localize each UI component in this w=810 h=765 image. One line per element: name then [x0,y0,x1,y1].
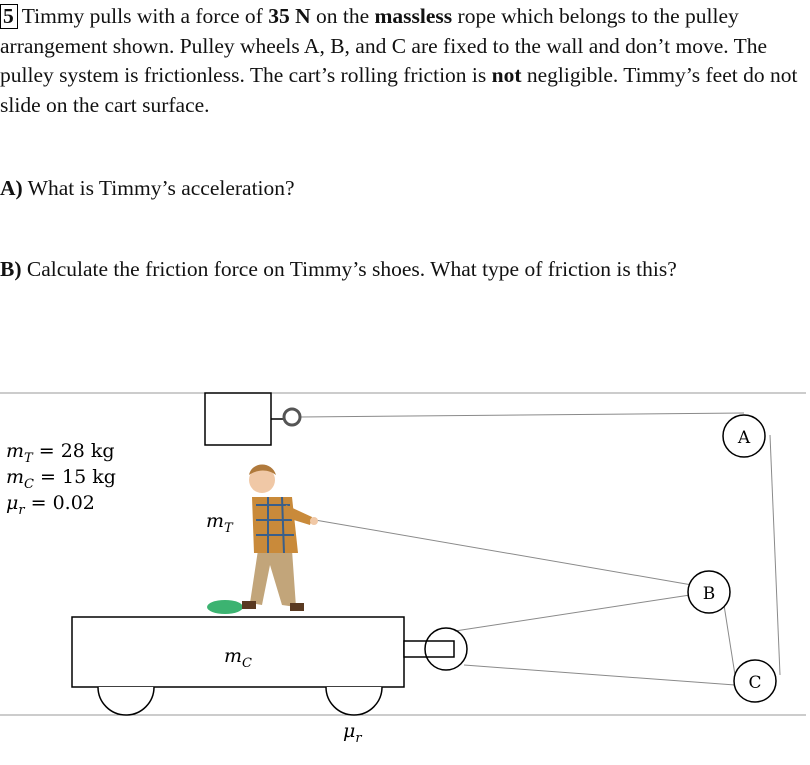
problem-text-1: Timmy pulls with a force of [21,4,269,28]
timmy-figure [207,465,318,615]
cart-axle [404,641,454,657]
given-rolling-friction: $\mu_r = 0.02$ [6,492,95,518]
cart-wheel-right [326,687,382,715]
rope-top-segment [300,413,744,417]
question-b [0,255,677,283]
problem-number: 5 [0,4,18,29]
question-a [0,174,295,202]
rope-timmy-to-b [315,520,692,585]
problem-statement [0,2,806,120]
question-b-text: Calculate the friction force on Timmy’s shoes. What type of friction is this? [21,257,677,281]
hook-ring-icon [284,409,300,425]
rope-a-to-c [770,435,780,675]
timmy-hand [310,517,318,525]
problem-text-3: rope which belongs to the pulley arrangement shown. Pulley wheels A, B, and C are fixed to the wall and don’t move. The pulley system is frictionless. The cart’s rolling friction is [0,4,768,87]
timmy-left-shoe [242,601,256,609]
pulley-b-label: B [702,584,716,604]
question-b-label: B) [0,257,22,281]
timmy-pants [250,550,296,607]
not-word: not [491,63,522,87]
givens [6,440,116,518]
cart-wheel-left [98,687,154,715]
question-a-text: What is Timmy’s acceleration? [22,176,295,200]
wall-block [205,393,271,445]
pulley-a-label: A [737,428,751,448]
problem-text-2: on the [310,4,375,28]
force-value: 35 N [268,4,311,28]
rolling-friction-label: $\mu_r$ [343,720,362,746]
rope-cart-to-b [455,595,690,631]
pulley-figure [0,375,810,760]
cart-mass-label: $m_C$ [224,645,252,671]
given-mass-timmy: $m_T = 28$ kg [6,440,115,466]
problem-text-4: negligible. Timmy’s feet do not slide on the cart surface. [0,63,798,117]
massless-word: massless [374,4,453,28]
given-mass-cart: $m_C = 15$ kg [6,466,116,492]
rope-c-to-b [724,605,735,675]
rope-cart-to-c [464,665,735,685]
timmy-mass-label: $m_T$ [206,510,233,536]
hose-coil [207,600,243,614]
question-a-label: A) [0,176,23,200]
pulley-c-label: C [748,673,762,693]
timmy-right-shoe [290,603,304,611]
pulley-diagram [0,375,810,760]
